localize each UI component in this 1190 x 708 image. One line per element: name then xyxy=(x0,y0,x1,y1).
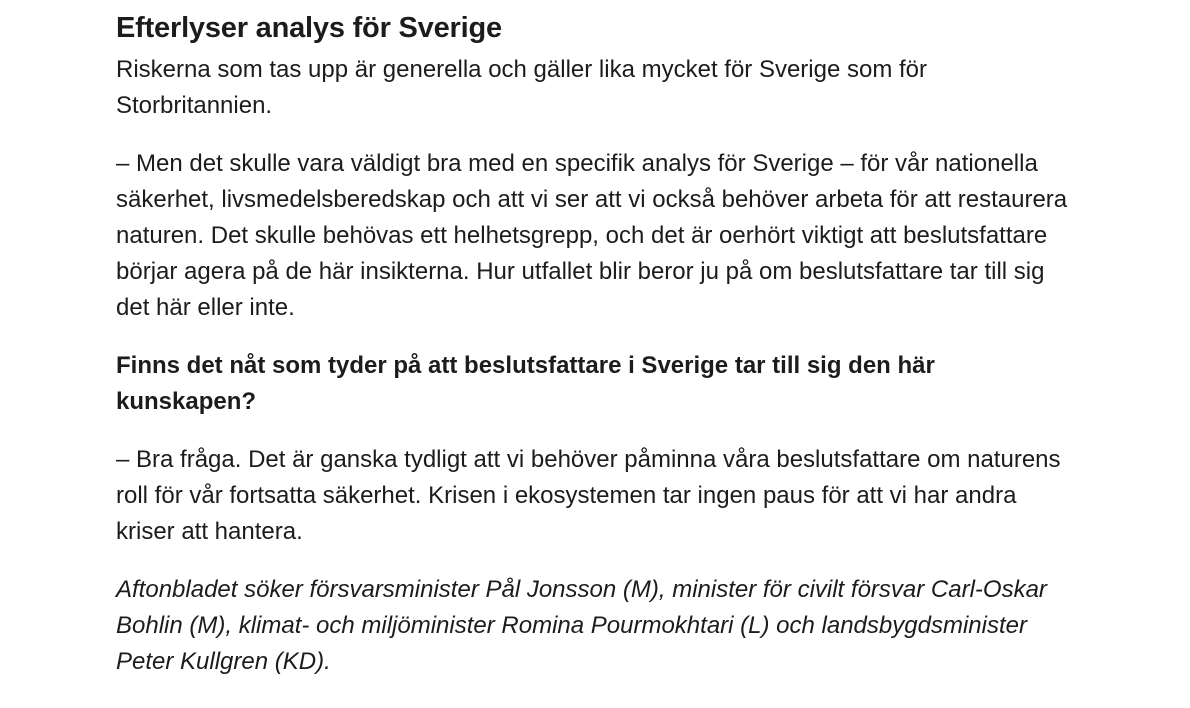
interview-question: Finns det nåt som tyder på att beslutsfattare i Sverige tar till sig den här kunskapen? xyxy=(116,352,935,415)
section-heading: Efterlyser analys för Sverige xyxy=(116,12,502,44)
answer-paragraph: – Bra fråga. Det är ganska tydligt att vi behöver påminna våra beslutsfattare om naturens roll för vår fortsatta säkerhet. Krisen i ekosystemen tar ingen paus för att vi har andra kriser att hantera. xyxy=(116,446,1061,545)
quote-paragraph: – Men det skulle vara väldigt bra med en specifik analys för Sverige – för vår nationella säkerhet, livsmedelsberedskap och att vi ser att vi också behöver arbeta för att restaurera naturen. Det skulle behövas ett helhetsgrepp, och det är oerhört viktigt att beslutsfattare börjar agera på de här insikterna. Hur utfallet blir beror ju på om beslutsfattare tar till sig det här eller inte. xyxy=(116,150,1068,321)
article-body xyxy=(116,10,1076,702)
editorial-note: Aftonbladet söker försvarsminister Pål Jonsson (M), minister för civilt försvar Carl-Oskar Bohlin (M), klimat- och miljöminister Romina Pourmokhtari (L) och landsbygdsminister Peter Kullgren (KD). xyxy=(116,576,1047,675)
intro-paragraph: Riskerna som tas upp är generella och gäller lika mycket för Sverige som för Storbritannien. xyxy=(116,56,928,119)
